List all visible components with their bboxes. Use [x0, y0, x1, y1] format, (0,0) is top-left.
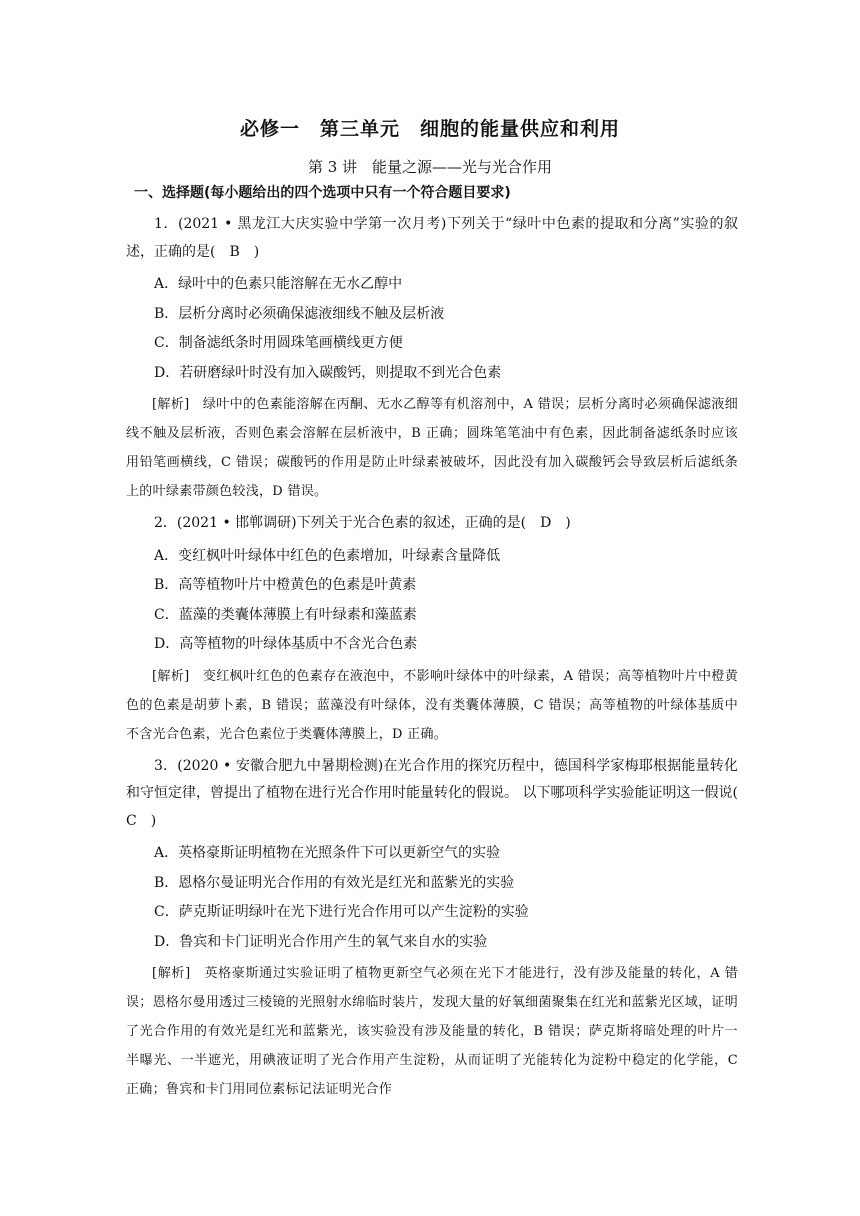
option-d: D．鲁宾和卡门证明光合作用产生的氧气来自水的实验 [154, 933, 488, 950]
option-c: C．制备滤纸条时用圆珠笔画横线更方便 [154, 335, 403, 351]
option-d: D．高等植物的叶绿体基质中不含光合色素 [154, 636, 418, 652]
option-b: B．层析分离时必须确保滤液细线不触及层析液 [154, 305, 445, 322]
question-3 [126, 753, 752, 1105]
question-stem: 3．(2020 • 安徽合肥九中暑期检测)在光合作用的探究历程中，德国科学家梅耶根据能量转化和守恒定律，曾提出了植物在进行光合作用时能量转化的假说。 以下哪项科学实验能证明这一假说( C ) [126, 757, 752, 829]
page-title: 必修一 第三单元 细胞的能量供应和利用 [239, 118, 620, 140]
option-c: C．萨克斯证明绿叶在光下进行光合作用可以产生淀粉的实验 [154, 904, 529, 920]
question-stem: 2．(2021 • 邯郸调研)下列关于光合色素的叙述，正确的是( D ) [154, 515, 571, 531]
option-d: D．若研磨绿叶时没有加入碳酸钙，则提取不到光合色素 [154, 364, 502, 381]
question-stem: 1．(2021 • 黑龙江大庆实验中学第一次月考)下列关于“绿叶中色素的提取和分离”实验的叙述，正确的是( B ) [126, 216, 738, 260]
option-a: A．绿叶中的色素只能溶解在无水乙醇中 [154, 276, 403, 292]
question-1 [126, 211, 738, 506]
analysis-paragraph: [解析] 变红枫叶红色的色素存在液泡中，不影响叶绿体中的叶绿素，A 错误；高等植物叶片中橙黄色的色素是胡萝卜素，B 错误；蓝藻没有叶绿体，没有类囊体薄膜，C 错误；高等植物的叶绿体基质中不含光合色素，光合色素位于类囊体薄膜上，D 正确。 [126, 668, 738, 742]
analysis-paragraph: [解析] 英格豪斯通过实验证明了植物更新空气必须在光下才能进行，没有涉及能量的转化，A 错误；恩格尔曼用透过三棱镜的光照射水绵临时装片，发现大量的好氧细菌聚集在红光和蓝紫光区域，证明了光合作用的有效光是红光和蓝紫光，该实验没有涉及能量的转化，B 错误；萨克斯将暗处理的叶片一半曝光、一半遮光，用碘液证明了光合作用产生淀粉，从而证明了光能转化为淀粉中稳定的化学能，C 正确；鲁宾和卡门用同位素标记法证明光合作 [126, 966, 738, 1097]
document-body [126, 182, 752, 1108]
question-2 [126, 510, 738, 749]
option-a: A．变红枫叶叶绿体中红色的色素增加，叶绿素含量降低 [154, 547, 501, 564]
analysis-paragraph: [解析] 绿叶中的色素能溶解在丙酮、无水乙醇等有机溶剂中，A 错误；层析分离时必须确保滤液细线不触及层析液，否则色素会溶解在层析液中，B 正确；圆珠笔笔油中有色素，因此制备滤纸条时应该用铅笔画横线，C 错误；碳酸钙的作用是防止叶绿素被破坏，因此没有加入碳酸钙会导致层析后滤纸条上的叶绿素带颜色较浅，D 错误。 [126, 397, 738, 499]
section-heading: 一、选择题(每小题给出的四个选项中只有一个符合题目要求) [134, 185, 511, 201]
option-b: B．高等植物叶片中橙黄色的色素是叶黄素 [154, 577, 417, 593]
lesson-subtitle: 第 3 讲 能量之源——光与光合作用 [307, 158, 553, 176]
option-a: A．英格豪斯证明植物在光照条件下可以更新空气的实验 [154, 845, 501, 861]
option-c: C．蓝藻的类囊体薄膜上有叶绿素和藻蓝素 [154, 606, 417, 623]
option-b: B．恩格尔曼证明光合作用的有效光是红光和蓝紫光的实验 [154, 874, 515, 891]
